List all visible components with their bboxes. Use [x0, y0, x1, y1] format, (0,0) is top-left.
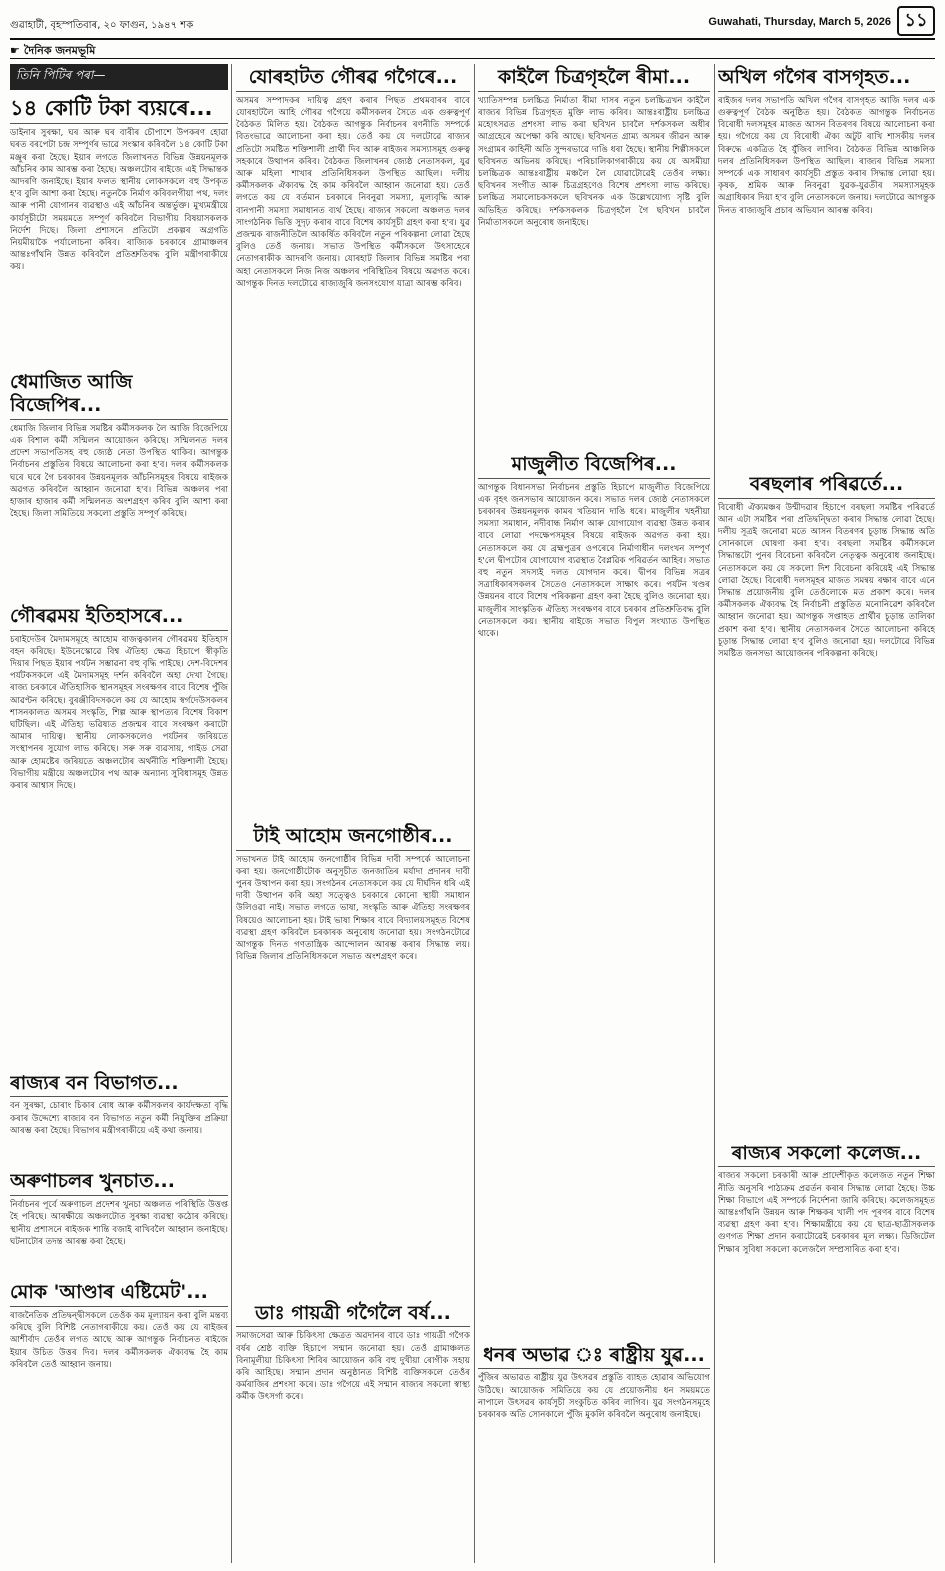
article-body: সমাজসেৱা আৰু চিকিৎসা ক্ষেত্ৰত অৱদানৰ বাবে ডাঃ গায়ত্ৰী গগৈক বৰ্ষৰ শ্ৰেষ্ঠ ব্যক্তি হিচাপে সন্মান জনোৱা হয়। তেওঁ গ্ৰামাঞ্চলত বিনামূলীয়া চিকিৎসা শিবিৰ আয়োজন কৰি বহু দুখীয়া ৰোগীক সহায় কৰি আহিছে। সন্মান প্ৰদান অনুষ্ঠানত বিশিষ্ট ব্যক্তিসকলে তেওঁৰ কৰ্মৰাজিৰ প্ৰশংসা কৰে। ডাঃ গগৈয়ে এই সন্মান ৰাজ্যৰ সকলো স্বাস্থ্য কৰ্মীক উৎসৰ্গা কৰে।	[236, 1331, 470, 1403]
article-headline: ধেমাজিত আজি বিজেপিৰ...	[10, 371, 228, 420]
article-headline: গৌৰৱময় ইতিহাসৰে...	[10, 605, 228, 631]
article-barchalla	[718, 471, 935, 1134]
article-body: অসমৰ সম্পাদকৰ দায়িত্ব গ্ৰহণ কৰাৰ পিছত প্ৰথমবাৰৰ বাবে যোৰহাটলৈ আহি গৌৰৱ গগৈয়ে কৰ্মীসকলৰ সৈতে এক গুৰুত্বপূৰ্ণ বৈঠকত মিলিত হয়। বৈঠকত আগন্তুক নিৰ্বাচনৰ ৰণনীতি সম্পৰ্কে বিতংভাৱে আলোচনা কৰা হয়। তেওঁ কয় যে দলটোৱে ৰাজ্যৰ প্ৰতিটো সমষ্টিত শক্তিশালী প্ৰাৰ্থী দিব আৰু ৰাইজৰ সমস্যাসমূহ গুৰুত্ব সহকাৰে উত্থাপন কৰিব। বৈঠকত জিলাখনৰ জ্যেষ্ঠ নেতাসকল, যুৱ আৰু মহিলা শাখাৰ প্ৰতিনিধিসকল উপস্থিত আছিল। দলীয় কৰ্মীসকলক ঐক্যবদ্ধ হৈ কাম কৰিবলৈ আহ্বান জনোৱা হয়। তেওঁ লগতে কয় যে বৰ্তমান চৰকাৰে নিবনুৱা সমস্যা, মূল্যবৃদ্ধি আৰু বানপানী সমস্যা সমাধানত ব্যৰ্থ হৈছে। ৰাজ্যৰ সকলো অঞ্চলত দলৰ সাংগঠনিক ভিত্তি সুদৃঢ় কৰাৰ বাবে বিশেষ কাৰ্যসূচী গ্ৰহণ কৰা হ'ব। যুৱ প্ৰজন্মক ৰাজনীতিলৈ আকৰ্ষিত কৰিবলৈ নতুন পৰিকল্পনা লোৱা হৈছে বুলিও তেওঁ জনায়। সভাত উপস্থিত কৰ্মীসকলে উৎসাহেৰে নেতাগৰাকীক আদৰণি জনায়। যোৰহাট জিলাৰ বিভিন্ন সমষ্টিৰ পৰা অহা নেতাসকলে নিজ নিজ অঞ্চলৰ পৰিস্থিতিৰ বিষয়ে অৱগত কৰে। আগন্তুক দিনত দলটোৱে ৰাজ্যজুৰি জনসংযোগ যাত্ৰা আৰম্ভ কৰিব।	[236, 95, 470, 289]
article-body: বিৰোধী ঐক্যমঞ্চৰ উম্মীদৱাৰ হিচাপে বৰছলা সমষ্টিৰ পৰিৱৰ্তে আন এটা সমষ্টিৰ পৰা প্ৰতিদ্বন্দ্বিতা কৰাৰ সিদ্ধান্ত লোৱা হৈছে। দলীয় সূত্ৰই জনোৱা মতে আসন বিতৰণৰ চূড়ান্ত সিদ্ধান্ত অতি সোনকালে ঘোষণা কৰা হ'ব। বৰছলা সমষ্টিৰ কৰ্মীসকলে সিদ্ধান্তটো পুনৰ বিবেচনা কৰিবলৈ নেতৃত্বক অনুৰোধ জনাইছে। নেতাসকলে কয় যে সকলো দিশ বিবেচনা কৰিয়েই এই সিদ্ধান্ত লোৱা হৈছে। বিৰোধী দলসমূহৰ মাজত সমন্বয় ৰক্ষাৰ বাবে এনে সিদ্ধান্ত প্ৰয়োজনীয় বুলি তেওঁলোকে মত প্ৰকাশ কৰে। দলৰ কৰ্মীসকলক ঐক্যবদ্ধ হৈ নিৰ্বাচনী প্ৰস্তুতিত মনোনিৱেশ কৰিবলৈ আহ্বান জনোৱা হয়। আগন্তুক সপ্তাহত প্ৰাৰ্থীৰ চূড়ান্ত তালিকা প্ৰকাশ কৰা হ'ব। স্থানীয় নেতাসকলৰ সৈতে আলোচনা কৰিহে চূড়ান্ত সিদ্ধান্ত লোৱা হ'ব বুলিও জনোৱা হয়। দলটোৱে বিভিন্ন সমষ্টিত জনসভা আয়োজনৰ পৰিকল্পনা কৰিছে।	[718, 502, 935, 660]
article-tai-ahom	[236, 823, 470, 1294]
article-body: ৰাইজৰ দলৰ সভাপতি অখিল গগৈৰ বাসগৃহত আজি দলৰ এক গুৰুত্বপূৰ্ণ বৈঠক অনুষ্ঠিত হয়। বৈঠকত আগন্তুক নিৰ্বাচনত বিৰোধী দলসমূহৰ মাজত আসন বিতৰণৰ বিষয়ে আলোচনা কৰা হয়। গগৈয়ে কয় যে বিৰোধী ঐক্য অটুট ৰাখি শাসকীয় দলৰ বিৰুদ্ধে একত্ৰিত হৈ যুঁজিব লাগিব। বৈঠকত বিভিন্ন আঞ্চলিক দলৰ প্ৰতিনিধিসকল উপস্থিত আছিল। ৰাজ্যৰ বিভিন্ন সমস্যা সম্পৰ্কে এক সাধাৰণ কাৰ্যসূচী প্ৰস্তুত কৰাৰ সিদ্ধান্ত লোৱা হয়। কৃষক, শ্ৰমিক আৰু নিবনুৱা যুৱক-যুৱতীৰ সমস্যাসমূহক অগ্ৰাধিকাৰ দিয়া হ'ব বুলি নেতাসকলে জনায়। দলটোৱে আগন্তুক দিনত ৰাজ্যজুৰি প্ৰচাৰ অভিযান আৰম্ভ কৰিব।	[718, 95, 935, 216]
article-dr-gayatri-gogoi	[236, 1300, 470, 1537]
article-body: ধেমাজি জিলাৰ বিভিন্ন সমষ্টিৰ কৰ্মীসকলক লৈ আজি বিজেপিয়ে এক বিশাল কৰ্মী সন্মিলন আয়োজন কৰিছে। সন্মিলনত দলৰ প্ৰদেশ সভাপতিসহ বহু জ্যেষ্ঠ নেতা উপস্থিত থাকিব। আগন্তুক নিৰ্বাচনৰ প্ৰস্তুতিৰ বিষয়ে আলোচনা কৰা হ'ব। দলৰ কৰ্মীসকলক ঘৰে ঘৰে গৈ চৰকাৰৰ উন্নয়নমূলক আঁচনিসমূহৰ বিষয়ে ৰাইজক অৱগত কৰিবলৈ আহ্বান জনোৱা হ'ব। বিভিন্ন অঞ্চলৰ পৰা হাজাৰ হাজাৰ কৰ্মী সন্মিলনত অংশগ্ৰহণ কৰিব বুলি আশা কৰা হৈছে। জিলা সমিতিয়ে সকলো প্ৰস্তুতি সম্পূৰ্ণ কৰিছে।	[10, 423, 228, 520]
article-body: নিৰ্বাচনৰ পূৰ্বে অৰুণাচল প্ৰদেশৰ খুনচা অঞ্চলত পৰিস্থিতি উত্তপ্ত হৈ পৰিছে। আৰক্ষীয়ে অঞ্চলটোত সুৰক্ষা ব্যৱস্থা কঠোৰ কৰিছে। স্থানীয় প্ৰশাসনে ৰাইজক শান্তি বজাই ৰাখিবলৈ আহ্বান জনাইছে। ঘটনাটোৰ তদন্ত আৰম্ভ কৰা হৈছে।	[10, 1200, 228, 1247]
article-body: ৰাজনৈতিক প্ৰতিদ্বন্দ্বীসকলে তেওঁক কম মূল্যায়ন কৰা বুলি মন্তব্য কৰিছে বুলি বিশিষ্ট নেতাগৰাকীয়ে কয়। তেওঁ কয় যে ৰাইজৰ আশীৰ্বাদ তেওঁৰ লগত আছে আৰু আগন্তুক নিৰ্বাচনত ৰাইজে ইয়াৰ উচিত উত্তৰ দিব। দলৰ কৰ্মীসকলক ঐক্যবদ্ধ হৈ কাম কৰিবলৈ তেওঁ আহ্বান জনায়।	[10, 1310, 228, 1370]
article-rima-das-film	[478, 64, 710, 445]
article-body: ডাইনাৰ সুৰক্ষা, ঘৰ আৰু ঘৰ বাৰীৰ চৌপাশে উপকৰণ হোৱা ঘৰত বৰপেটা চন্দ্ৰ সম্পূৰ্ণৰ ভাৱে সংস্কাৰ কৰিবলৈ ১৪ কোটি টকা মঞ্জুৰ কৰা হৈছে। ইয়াৰ লগতে জিলাখনত বিভিন্ন উন্নয়নমূলক আঁচনিৰ কাম আৰম্ভ কৰা হৈছে। অঞ্চলটোৰ ৰাইজে এই সিদ্ধান্তক আদৰণি জনাইছে। ইয়াৰ ফলত স্থানীয় লোকসকলে বহু উপকৃত হ'ব বুলি আশা কৰা হৈছে। নতুনকৈ নিৰ্মাণ কৰিবলগীয়া পথ, দলং আৰু পানী যোগানৰ ব্যৱস্থাও এই আঁচনিৰ অন্তৰ্ভুক্ত। মুখ্যমন্ত্ৰীয়ে কাৰ্যসূচীটো সময়মতে সম্পূৰ্ণ কৰিবলৈ বিভাগীয় বিষয়াসকলক নিৰ্দেশ দিছে। জিলা প্ৰশাসনে প্ৰতিটো প্ৰকল্পৰ অগ্ৰগতি নিয়মীয়াকৈ পৰ্যালোচনা কৰিব। ৰাজ্যিক চৰকাৰে গ্ৰামাঞ্চলৰ আন্তঃগাঁথনি উন্নত কৰিবলৈ প্ৰতিশ্ৰুতিবদ্ধ বুলি মন্ত্ৰীগৰাকীয়ে কয়।	[10, 128, 228, 273]
article-body: ৰাজ্যৰ সকলো চৰকাৰী আৰু প্ৰাদেশীকৃত কলেজত নতুন শিক্ষা নীতি অনুসৰি পাঠ্যক্ৰম প্ৰৱৰ্তন কৰাৰ সিদ্ধান্ত লোৱা হৈছে। উচ্চ শিক্ষা বিভাগে এই সম্পৰ্কে নিৰ্দেশনা জাৰি কৰিছে। কলেজসমূহত আন্তঃগাঁথনি উন্নয়ন আৰু শিক্ষকৰ খালী পদ পূৰণৰ বাবে বিশেষ ব্যৱস্থা গ্ৰহণ কৰা হ'ব। শিক্ষামন্ত্ৰীয়ে কয় যে ছাত্ৰ-ছাত্ৰীসকলক গুণগত শিক্ষা প্ৰদান কৰাটোৱেই চৰকাৰৰ মূল লক্ষ্য। ডিজিটেল শিক্ষাৰ সুবিধা সকলো কলেজলৈ সম্প্ৰসাৰিত কৰা হ'ব।	[718, 1171, 935, 1255]
article-headline: অৰুণাচলৰ খুনচাত...	[10, 1170, 228, 1196]
article-majuli-bjp	[478, 451, 710, 1336]
article-body: বন সুৰক্ষা, চোৰাং চিকাৰ ৰোধ আৰু কৰ্মীসকলৰ কাৰ্যদক্ষতা বৃদ্ধি কৰাৰ উদ্দেশ্যে ৰাজ্যৰ বন বিভাগত নতুন কৰ্মী নিযুক্তিৰ প্ৰক্ৰিয়া আৰম্ভ কৰা হৈছে। বিভাগৰ মন্ত্ৰীগৰাকীয়ে এই কথা জনায়।	[10, 1101, 228, 1136]
article-headline: ৰাজ্যৰ বন বিভাগত...	[10, 1072, 228, 1098]
article-headline: কাইলৈ চিত্ৰগৃহলৈ ৰীমা...	[478, 66, 710, 92]
date-assamese: গুৱাহাটী, বৃহস্পতিবাৰ, ২০ ফাগুন, ১৯৪৭ শক	[10, 20, 194, 31]
article-headline: ৰাজ্যৰ সকলো কলেজ...	[718, 1142, 935, 1168]
article-headline: মাজুলীত বিজেপিৰ...	[478, 453, 710, 479]
column-4	[718, 64, 935, 1563]
article-headline: ডাঃ গায়ত্ৰী গগৈলৈ বৰ্ষ...	[236, 1302, 470, 1328]
brand-rule	[10, 58, 935, 59]
article-arunachal-khunsa	[10, 1168, 228, 1273]
article-headline: টাই আহোম জনগোষ্ঠীৰ...	[236, 825, 470, 851]
masthead	[10, 6, 935, 38]
article-body: চৰাইদেউৰ মৈদামসমূহে আহোম ৰাজত্বকালৰ গৌৰৱময় ইতিহাস বহন কৰিছে। ইউনেস্কোৱে বিশ্ব ঐতিহ্য ক্ষেত্ৰ হিচাপে স্বীকৃতি দিয়াৰ পিছত ইয়াৰ পৰ্যটন সম্ভাৱনা বহু বৃদ্ধি পাইছে। দেশ-বিদেশৰ পৰ্যটকসকলে এই মৈদামসমূহ দৰ্শন কৰিবলৈ অহা দেখা গৈছে। ৰাজ্য চৰকাৰে ঐতিহাসিক স্থানসমূহৰ সংৰক্ষণৰ বাবে বিশেষ পুঁজি আৱণ্টন কৰিছে। বুৰঞ্জীবিদসকলে কয় যে আহোম স্বৰ্গদেউসকলৰ শাসনকালত অসমৰ সংস্কৃতি, শিল্প আৰু স্থাপত্যৰ বিশেষ বিকাশ ঘটিছিল। এই ঐতিহ্য ভৱিষ্যত প্ৰজন্মৰ বাবে সংৰক্ষণ কৰাটো আমাৰ দায়িত্ব। স্থানীয় লোকসকলেও পৰ্যটনৰ জৰিয়তে সংস্থাপনৰ সুযোগ লাভ কৰিছে। সৰু সৰু ব্যৱসায়, গাইড সেৱা আৰু হোমষ্টেৰ জৰিয়তে অঞ্চলটোৰ অৰ্থনীতি শক্তিশালী হৈছে। বিভাগীয় মন্ত্ৰীয়ে অঞ্চলটোৰ পথ আৰু অন্যান্য সুবিধাসমূহ উন্নত কৰাৰ আশ্বাস দিছে।	[10, 634, 228, 792]
article-body: আগন্তুক বিধানসভা নিৰ্বাচনৰ প্ৰস্তুতি হিচাপে মাজুলীত বিজেপিয়ে এক বৃহৎ জনসভাৰ আয়োজন কৰে। সভাত দলৰ জ্যেষ্ঠ নেতাসকলে চৰকাৰৰ উন্নয়নমূলক কামৰ খতিয়ান দাঙি ধৰে। মাজুলীৰ খহনীয়া সমস্যা সমাধান, নদীবান্ধ নিৰ্মাণ আৰু যোগাযোগ ব্যৱস্থা উন্নত কৰাৰ বাবে লোৱা পদক্ষেপসমূহৰ বিষয়ে ৰাইজক অৱগত কৰা হয়। নেতাসকলে কয় যে ব্ৰহ্মপুত্ৰৰ ওপৰেৰে নিৰ্মাণাধীন দলংখন সম্পূৰ্ণ হ'লে দ্বীপটোৰ যোগাযোগ ব্যৱস্থাত বৈপ্লৱিক পৰিৱৰ্তন আহিব। সভাত বহু নতুন সদস্যই দলত যোগদান কৰে। দ্বীপৰ বিভিন্ন সত্ৰৰ সত্ৰাধিকাৰসকলৰ সৈতেও নেতাসকলে সাক্ষাৎ কৰে। পৰ্যটন খণ্ডৰ উন্নয়নৰ বাবে বিশেষ পৰিকল্পনা গ্ৰহণ কৰা হৈছে বুলিও জনোৱা হয়। মাজুলীৰ সাংস্কৃতিক ঐতিহ্য সংৰক্ষণৰ বাবে চৰকাৰ প্ৰতিশ্ৰুতিবদ্ধ বুলি নেতাসকলে কয়। স্থানীয় ৰাইজে সভাত বিপুল সংখ্যাত উপস্থিত থাকে।	[478, 482, 710, 640]
article-14-crore	[10, 94, 228, 363]
article-body: পুঁজিৰ অভাৱত ৰাষ্ট্ৰীয় যুৱ উৎসৱৰ প্ৰস্তুতি ব্যাহত হোৱাৰ অভিযোগ উঠিছে। আয়োজক সমিতিয়ে কয় যে প্ৰয়োজনীয় ধন সময়মতে নাপালে উৎসৱৰ কাৰ্যসূচী সংকুচিত কৰিব লাগিব। যুৱ সংগঠনসমূহে চৰকাৰক অতি সোনকালে পুঁজি মুকলি কৰিবলৈ অনুৰোধ জনাইছে।	[478, 1373, 710, 1420]
column-1	[10, 64, 228, 1563]
article-headline: যোৰহাটত গৌৰৱ গগৈৰে...	[236, 66, 470, 92]
page-number: ১১	[897, 6, 935, 36]
article-headline: মোক 'আণ্ডাৰ এষ্টিমেট'...	[10, 1281, 228, 1307]
article-forest-dept	[10, 1070, 228, 1163]
column-divider	[714, 64, 715, 1563]
article-jorhat-gaurav-gogoi	[236, 64, 470, 817]
article-headline: বৰছলাৰ পৰিৱৰ্তে...	[718, 473, 935, 499]
column-divider	[474, 64, 475, 1563]
article-glorious-history	[10, 603, 228, 1064]
article-akhil-gogoi	[718, 64, 935, 465]
section-tag: তিনি পিটিৰ পৰা—	[10, 64, 228, 90]
column-2	[236, 64, 470, 1563]
column-divider	[231, 64, 232, 1563]
article-state-colleges	[718, 1140, 935, 1521]
column-3	[478, 64, 710, 1563]
brand-name: দৈনিক জনমভূমি	[23, 44, 96, 57]
article-headline: অখিল গগৈৰ বাসগৃহত...	[718, 66, 935, 92]
article-headline: ধনৰ অভাৱ ঃ ৰাষ্ট্ৰীয় যুৱ...	[478, 1344, 710, 1370]
article-body: সভাখনত টাই আহোম জনগোষ্ঠীৰ বিভিন্ন দাবী সম্পৰ্কে আলোচনা কৰা হয়। জনগোষ্ঠীটোক অনুসূচীত জনজাতিৰ মৰ্যাদা প্ৰদানৰ দাবী পুনৰ উত্থাপন কৰা হয়। সংগঠনৰ নেতাসকলে কয় যে দীৰ্ঘদিন ধৰি এই দাবী উত্থাপন কৰি অহা সত্ত্বেও চৰকাৰে কোনো স্থায়ী সমাধান উলিওৱা নাই। সভাত লগতে ভাষা, সংস্কৃতি আৰু ঐতিহ্য সংৰক্ষণৰ বিষয়েও আলোচনা হয়। টাই ভাষা শিক্ষাৰ বাবে বিদ্যালয়সমূহত বিশেষ ব্যৱস্থা গ্ৰহণ কৰিবলৈ চৰকাৰক অনুৰোধ জনোৱা হয়। সংগঠনটোৱে আগন্তুক দিনত গণতান্ত্ৰিক আন্দোলন আৰম্ভ কৰাৰ সিদ্ধান্ত লয়। বিভিন্ন জিলাৰ প্ৰতিনিধিসকলে সভাত অংশগ্ৰহণ কৰে।	[236, 854, 470, 963]
article-dhemaji-bjp	[10, 369, 228, 597]
article-national-youth	[478, 1342, 710, 1513]
masthead-rule	[10, 38, 935, 40]
article-body: খ্যাতিসম্পন্ন চলচ্চিত্ৰ নিৰ্মাতা ৰীমা দাসৰ নতুন চলচ্চিত্ৰখন কাইলৈ ৰাজ্যৰ বিভিন্ন চিত্ৰগৃহত মুক্তি লাভ কৰিব। আন্তঃৰাষ্ট্ৰীয় চলচ্চিত্ৰ মহোৎসৱত প্ৰশংসা লাভ কৰা ছবিখন চাবলৈ দৰ্শকসকল অধীৰ আগ্ৰহেৰে অপেক্ষা কৰি আছে। ছবিখনত গ্ৰাম্য অসমৰ জীৱন আৰু সংগ্ৰামৰ কাহিনী অতি সুন্দৰভাৱে দাঙি ধৰা হৈছে। স্থানীয় শিল্পীসকলে ছবিখনত অভিনয় কৰিছে। পৰিচালিকাগৰাকীয়ে কয় যে অসমীয়া চলচ্চিত্ৰক আন্তঃৰাষ্ট্ৰীয় মঞ্চলৈ লৈ যোৱাটোৱেই তেওঁৰ লক্ষ্য। ছবিখনৰ সংগীত আৰু চিত্ৰগ্ৰহণেও বিশেষ প্ৰশংসা লাভ কৰিছে। চলচ্চিত্ৰ সমালোচকসকলে ছবিখনক এক উল্লেখযোগ্য সৃষ্টি বুলি অভিহিত কৰিছে। দৰ্শকসকলক চিত্ৰগৃহলৈ গৈ ছবিখন চাবলৈ নিৰ্মাতাসকলে অনুৰোধ জনাইছে।	[478, 95, 710, 228]
article-headline: ১৪ কোটি টকা ব্যয়ৰে...	[10, 96, 228, 124]
pointer-icon: ☛	[10, 44, 20, 57]
date-english: Guwahati, Thursday, March 5, 2026	[708, 16, 891, 28]
article-under-estimate	[10, 1279, 228, 1420]
